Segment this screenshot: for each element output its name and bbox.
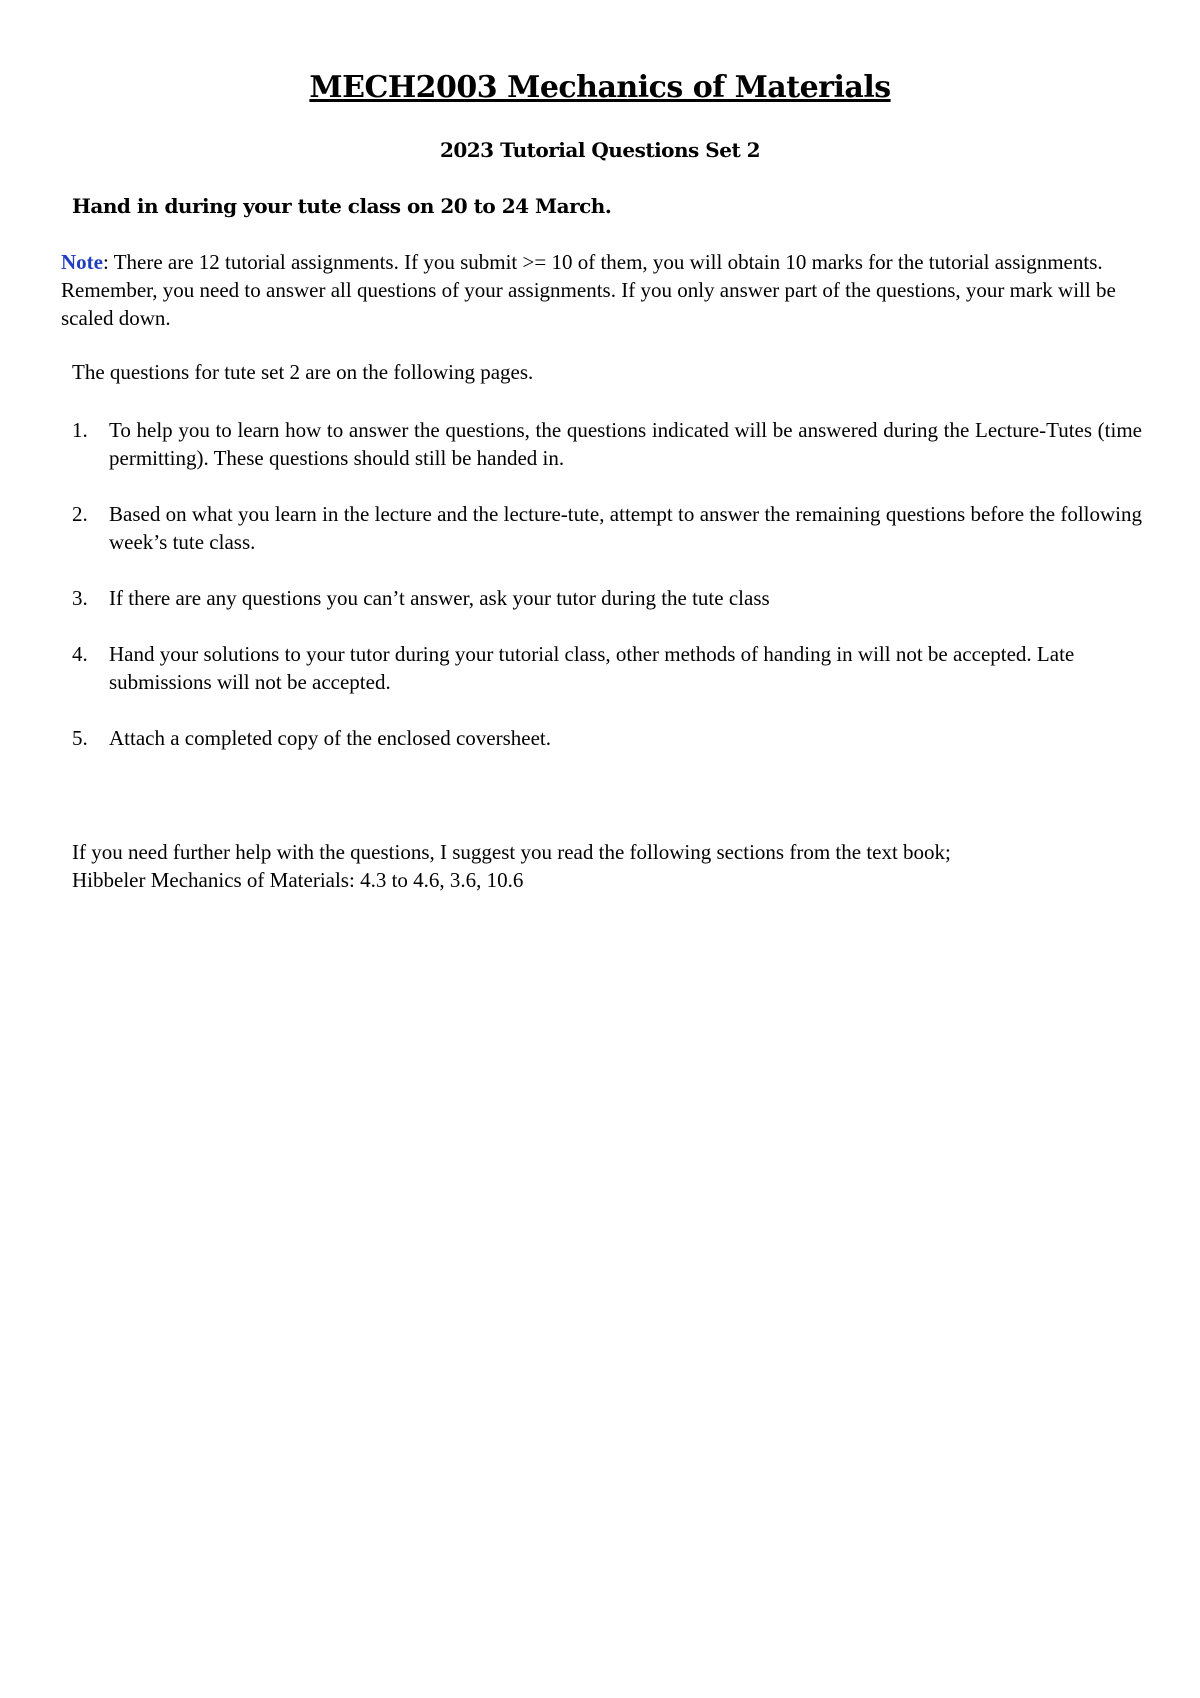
hand-in-instruction: Hand in during your tute class on 20 to 24 March. — [72, 194, 612, 218]
note-text: : There are 12 tutorial assignments. If you submit >= 10 of them, you will obtain 10 marks for the tutorial assignments. Remember, you need to answer all questions of your assignments. If you only answer part of the questions, your mark will be scaled down. — [61, 250, 1116, 330]
list-item-text: Based on what you learn in the lecture and the lecture-tute, attempt to answer the remaining questions before the following week’s tute class. — [109, 502, 1142, 554]
instruction-list — [72, 416, 1142, 780]
list-item-text: Attach a completed copy of the enclosed coversheet. — [109, 726, 551, 750]
list-item — [72, 640, 1142, 696]
note-label: Note — [61, 250, 103, 274]
list-item — [72, 584, 1142, 612]
list-item-number: 1. — [72, 418, 88, 442]
list-item-number: 2. — [72, 502, 88, 526]
list-item-number: 4. — [72, 642, 88, 666]
intro-paragraph: The questions for tute set 2 are on the following pages. — [72, 360, 534, 384]
help-line-2: Hibbeler Mechanics of Materials: 4.3 to 4.6, 3.6, 10.6 — [72, 868, 524, 892]
note-paragraph — [61, 248, 1146, 332]
list-item — [72, 724, 1142, 752]
list-item-text: To help you to learn how to answer the questions, the questions indicated will be answered during the Lecture-Tutes (time permitting). These questions should still be handed in. — [109, 418, 1142, 470]
list-item-number: 5. — [72, 726, 88, 750]
list-item — [72, 416, 1142, 472]
help-paragraph — [72, 838, 1152, 894]
document-title: MECH2003 Mechanics of Materials — [309, 70, 891, 105]
list-item-text: Hand your solutions to your tutor during your tutorial class, other methods of handing in will not be accepted. Late submissions will not be accepted. — [109, 642, 1075, 694]
list-item — [72, 500, 1142, 556]
list-item-number: 3. — [72, 586, 88, 610]
help-line-1: If you need further help with the questions, I suggest you read the following sections from the text book; — [72, 840, 951, 864]
list-item-text: If there are any questions you can’t answer, ask your tutor during the tute class — [109, 586, 770, 610]
document-subtitle: 2023 Tutorial Questions Set 2 — [439, 138, 761, 162]
